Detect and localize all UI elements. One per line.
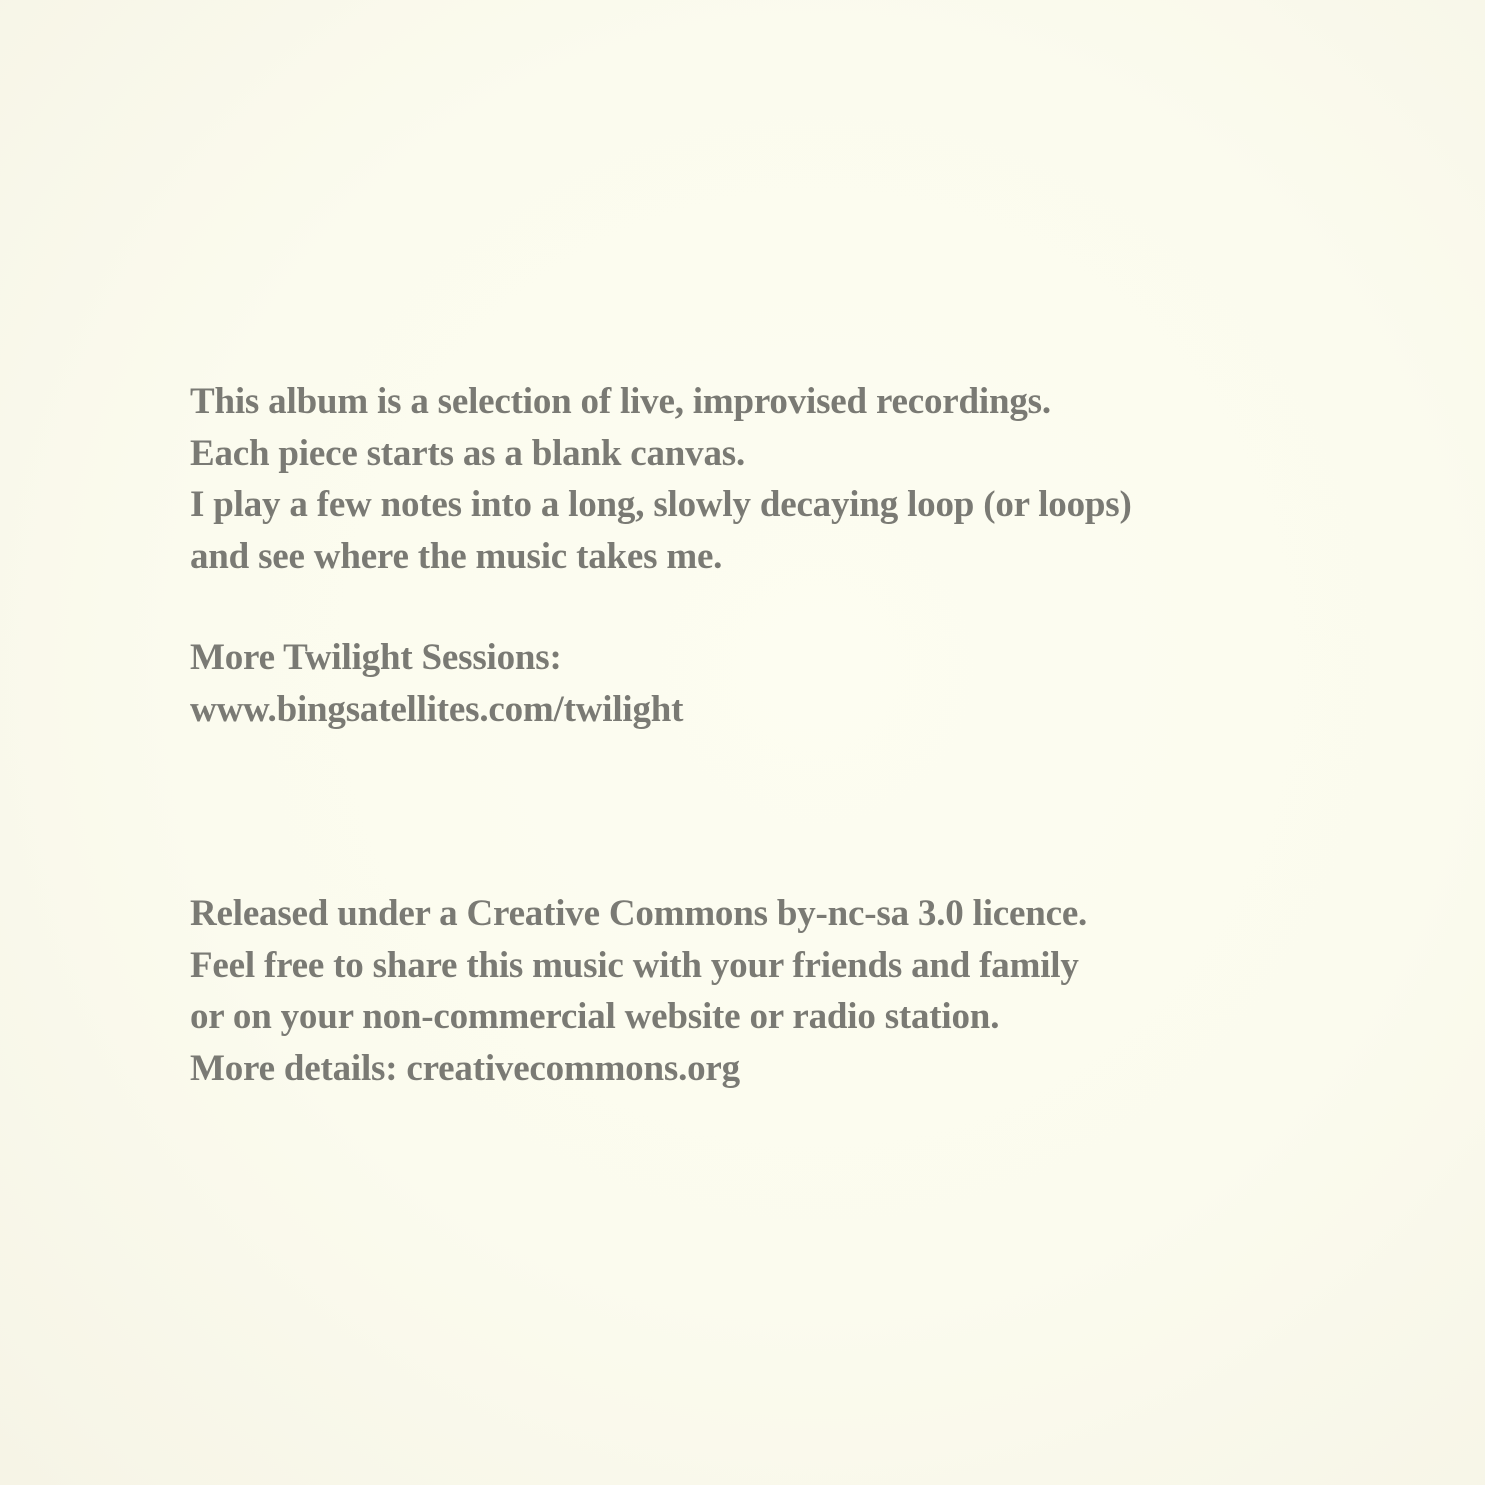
intro-line-2: Each piece starts as a blank canvas. (190, 432, 746, 474)
license-line-2: Feel free to share this music with your friends and family (190, 944, 1079, 986)
license-line-1: Released under a Creative Commons by-nc-sa 3.0 licence. (190, 893, 1088, 934)
more-sessions-section (190, 632, 683, 735)
intro-paragraph (190, 376, 1132, 582)
twilight-url: www.bingsatellites.com/twilight (190, 688, 684, 730)
intro-line-4: and see where the music takes me. (190, 535, 723, 577)
license-line-3: or on your non-commercial website or radio station. (190, 996, 1000, 1037)
more-sessions-heading: More Twilight Sessions: (190, 637, 562, 678)
license-paragraph (190, 888, 1087, 1094)
license-line-4: More details: creativecommons.org (190, 1047, 740, 1089)
intro-line-3: I play a few notes into a long, slowly decaying loop (or loops) (190, 484, 1132, 525)
intro-line-1: This album is a selection of live, improvised recordings. (190, 381, 1051, 422)
